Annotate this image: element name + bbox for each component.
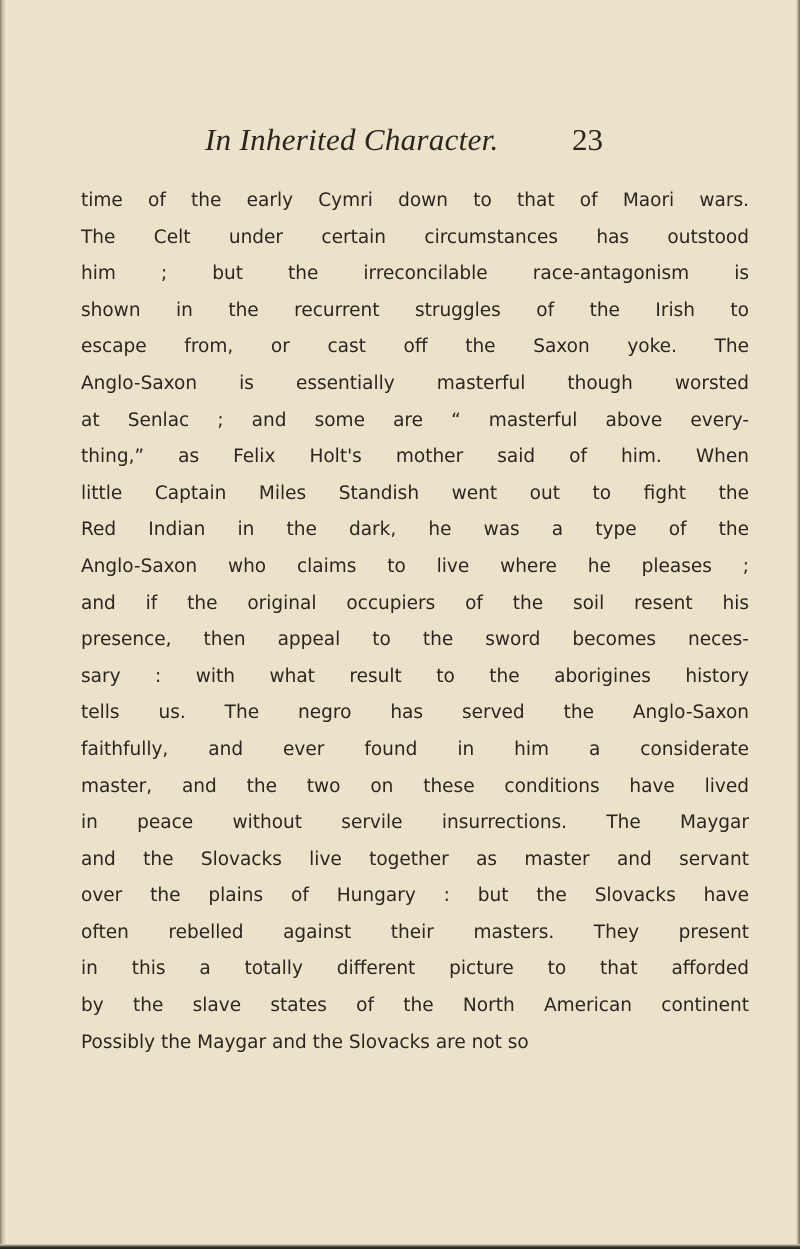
text-line: time of the early Cymri down to that of Maori wars. (81, 190, 749, 211)
running-head (0, 122, 800, 162)
text-line: master, and the two on these conditions have lived (81, 775, 749, 797)
page-right-edge (796, 0, 800, 1249)
running-head-title: In Inherited Character. (205, 122, 499, 157)
text-line: escape from, or cast off the Saxon yoke. The (81, 336, 749, 358)
text-line: him ; but the irreconcilable race-antagonism is (81, 263, 749, 285)
text-line: over the plains of Hungary : but the Slovacks have (81, 885, 749, 907)
text-line: The Celt under certain circumstances has outstood (81, 226, 749, 248)
text-line: at Senlac ; and some are “ masterful above every- (81, 409, 749, 431)
page-bottom-edge (0, 1244, 800, 1249)
text-line: little Captain Miles Standish went out to fight the (81, 482, 749, 504)
text-line: and the Slovacks live together as master and servant (81, 848, 749, 870)
text-line: and if the original occupiers of the soil resent his (81, 592, 749, 614)
body-text (81, 183, 749, 1061)
text-line: often rebelled against their masters. They present (81, 921, 749, 943)
text-line: Possibly the Maygar and the Slovacks are not so (81, 1031, 529, 1053)
page-number: 23 (572, 122, 603, 157)
text-line: Red Indian in the dark, he was a type of the (81, 519, 749, 541)
text-line: thing,” as Felix Holt's mother said of him. When (81, 446, 749, 468)
text-line: tells us. The negro has served the Anglo-Saxon (81, 702, 749, 724)
text-line: by the slave states of the North American continent (81, 995, 749, 1017)
text-line: in peace without servile insurrections. The Maygar (81, 812, 749, 834)
text-line: sary : with what result to the aborigines history (81, 665, 749, 687)
text-line: in this a totally different picture to that afforded (81, 958, 749, 980)
text-line: Anglo-Saxon is essentially masterful though worsted (81, 372, 749, 394)
text-line: faithfully, and ever found in him a considerate (81, 738, 749, 760)
page-gutter-shadow (0, 0, 6, 1249)
text-line: Anglo-Saxon who claims to live where he pleases ; (81, 555, 749, 577)
text-line: shown in the recurrent struggles of the Irish to (81, 299, 749, 321)
text-line: presence, then appeal to the sword becomes neces- (81, 629, 749, 651)
